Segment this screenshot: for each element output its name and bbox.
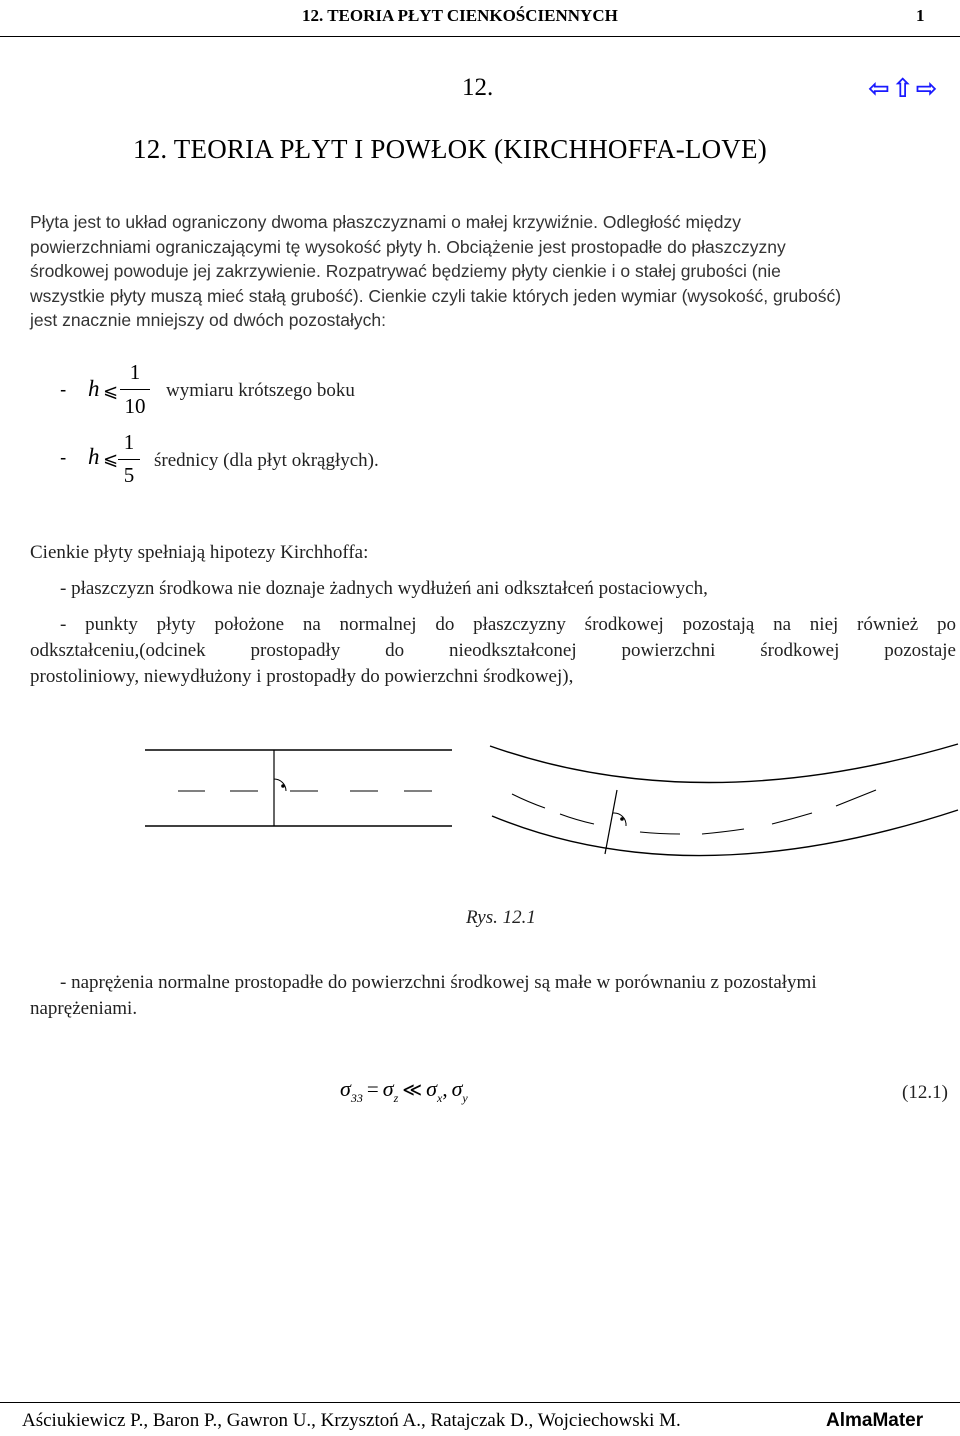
sigma-symbol: σ <box>382 1076 394 1101</box>
header-rule <box>0 36 960 37</box>
stress-line: naprężeniami. <box>30 998 138 1019</box>
condition-text: wymiaru krótszego boku <box>166 380 355 401</box>
hypothesis-intro: Cienkie płyty spełniają hipotezy Kirchhoffa: <box>30 542 369 563</box>
fraction-bar <box>118 459 140 460</box>
stress-line: - naprężenia normalne prostopadłe do powierzchni środkowej są małe w porównaniu z pozostałymi <box>60 972 817 993</box>
subscript-33: 33 <box>350 1091 363 1105</box>
curved-midplane <box>512 790 876 834</box>
intro-paragraph <box>30 210 956 333</box>
header-page-number: 1 <box>916 6 925 25</box>
condition-relation: ⩽ <box>103 381 119 402</box>
arrow-left-icon[interactable]: ⇦ <box>868 74 890 104</box>
equation-number: (12.1) <box>902 1082 948 1103</box>
arrow-right-icon[interactable]: ⇨ <box>915 74 938 104</box>
arrow-up-icon[interactable]: ⇧ <box>891 74 914 104</box>
footer-brand: AlmaMater <box>826 1410 924 1431</box>
subscript-y: y <box>462 1091 468 1105</box>
subscript-x: x <box>436 1091 443 1105</box>
condition-numerator: 1 <box>123 430 135 454</box>
intro-line: powierzchniami ograniczającymi tę wysokość płyty h. Obciążenie jest prostopadłe do płaszczyzny <box>30 236 786 257</box>
intro-line: wszystkie płyty muszą mieć stałą grubość). Cienkie czyli takie których jeden wymiar (wysokość, grubość) <box>30 285 842 306</box>
hypothesis-2-line: - punkty płyty położone na normalnej do płaszczyzny środkowej pozostają na niej również po <box>60 614 956 635</box>
condition-variable: h <box>88 376 100 401</box>
curved-normal-line <box>605 790 617 854</box>
chapter-title: 12. TEORIA PŁYT I POWŁOK (KIRCHHOFFA-LOVE) <box>133 134 767 164</box>
equation-12-1 <box>340 1076 468 1105</box>
curved-right-angle-arc <box>613 813 626 826</box>
footer-authors: Aściukiewicz P., Baron P., Gawron U., Krzysztoń A., Ratajczak D., Wojciechowski M. <box>22 1410 681 1431</box>
condition-denominator: 5 <box>123 463 135 487</box>
curved-plate-bottom <box>492 810 958 856</box>
sigma-symbol: σ <box>340 1076 351 1101</box>
condition-numerator: 1 <box>129 360 141 384</box>
header-title: 12. TEORIA PŁYT CIENKOŚCIENNYCH <box>302 6 618 25</box>
intro-line: Płyta jest to układ ograniczony dwoma płaszczyznami o małej krzywiźnie. Odległość między <box>30 212 741 232</box>
hypothesis-2-line: odkształceniu,(odcinek prostopadły do nieodkształconej powierzchni środkowej pozostaje <box>30 640 956 661</box>
much-less-sign: ≪ <box>402 1079 423 1101</box>
condition-denominator: 10 <box>124 394 146 418</box>
page-header <box>0 4 960 28</box>
intro-line: jest znacznie mniejszy od dwóch pozostałych: <box>30 310 387 330</box>
sigma-symbol: σ <box>426 1076 437 1101</box>
condition-dash: - <box>60 448 67 469</box>
footer-rule <box>0 1402 960 1403</box>
figure-caption: Rys. 12.1 <box>466 907 536 928</box>
hypothesis-2-line: prostoliniowy, niewydłużony i prostopadły do powierzchni środkowej), <box>30 666 574 687</box>
condition-relation: ⩽ <box>103 449 119 470</box>
kirchhoff-figure <box>0 730 960 900</box>
fraction-bar <box>120 389 150 390</box>
navigation-arrows <box>868 74 952 104</box>
comma: , <box>442 1077 448 1101</box>
hypothesis-1: - płaszczyzn środkowa nie doznaje żadnych wydłużeń ani odkształceń postaciowych, <box>60 578 708 599</box>
curved-plate-top <box>490 744 958 783</box>
chapter-number: 12. <box>462 74 494 101</box>
condition-text: średnicy (dla płyt okrągłych). <box>154 450 379 471</box>
condition-variable: h <box>88 444 100 469</box>
right-angle-dot <box>281 784 285 788</box>
condition-dash: - <box>60 380 67 401</box>
equals-sign: = <box>366 1077 379 1101</box>
subscript-z: z <box>393 1091 399 1105</box>
intro-line: środkowej powoduje jej zakrzywienie. Rozpatrywać będziemy płyty cienkie i o stałej grubości (nie <box>30 261 781 281</box>
curved-right-angle-dot <box>620 817 624 821</box>
sigma-symbol: σ <box>451 1076 463 1101</box>
